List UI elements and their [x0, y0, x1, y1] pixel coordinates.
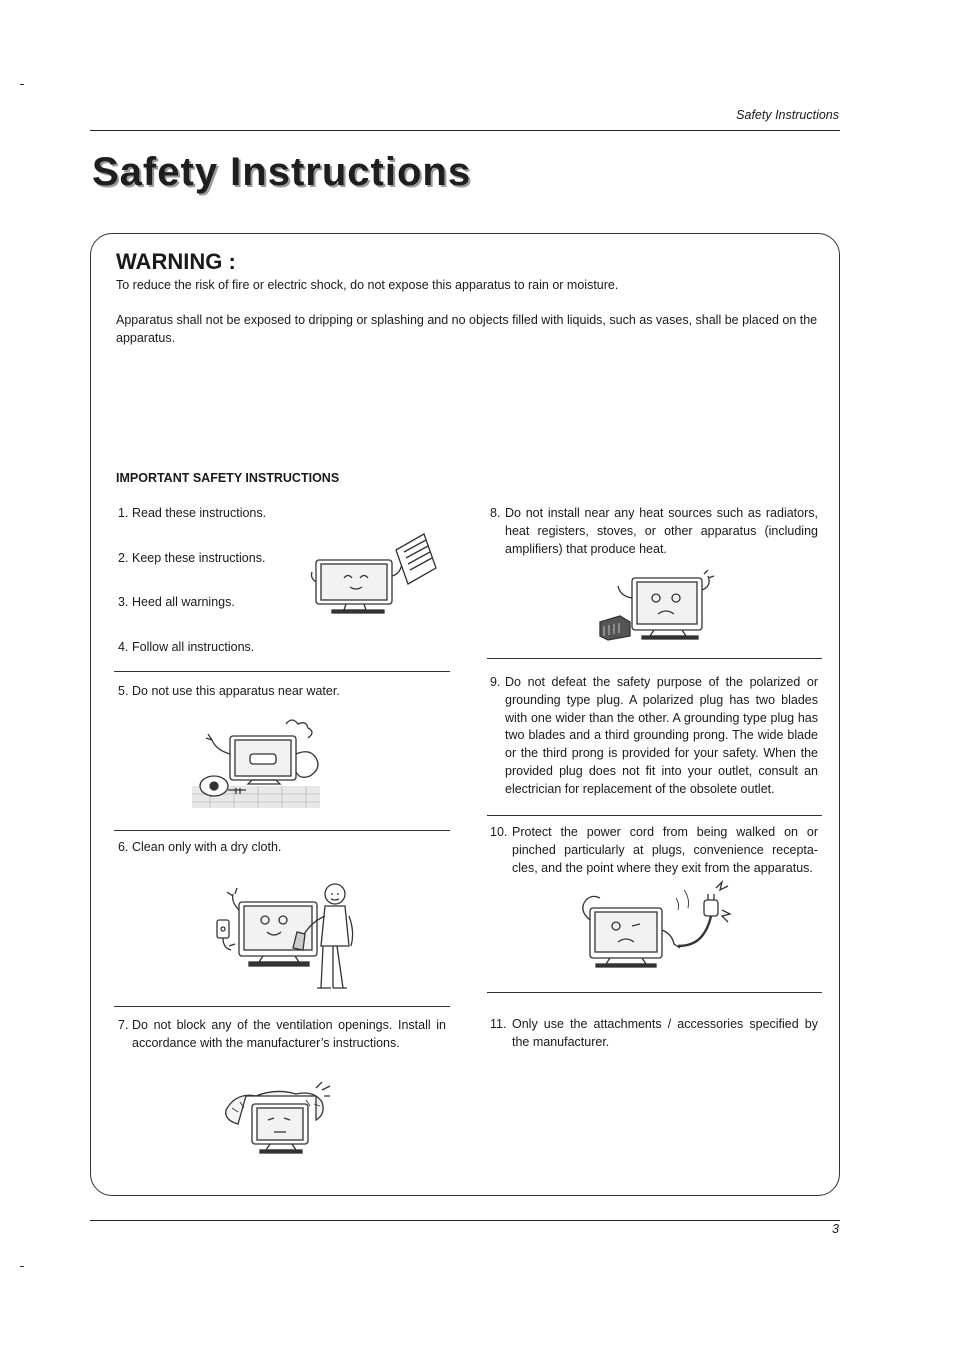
instruction-number: 7.: [118, 1018, 129, 1032]
instruction-text: Do not defeat the safety purpose of the polarized or grounding type plug. A polarized plug has two blades with one wider than the other. A grounding type plug has two blades and a third grounding prong. The wide blade or the third prong is provided for your safety. When the provided plug does not fit into your outlet, consult an electrician for replacement of the obsolete outlet.: [505, 675, 818, 796]
warning-paragraph-2: Apparatus shall not be exposed to dripping or splashing and no objects filled with liquids, such as vases, shall be placed on the apparatus.: [116, 313, 818, 345]
instruction-item-6: [118, 839, 448, 857]
warning-title: WARNING :: [116, 249, 236, 274]
instruction-text: Do not use this apparatus near water.: [132, 684, 340, 698]
tv-near-water-icon: [190, 714, 322, 810]
instruction-text: Do not block any of the ventilation openings. Install in accordance with the manufacturer’s instructions.: [132, 1018, 446, 1050]
page-number: 3: [832, 1222, 839, 1236]
instruction-item-4: [118, 639, 318, 657]
tv-heater-icon: [596, 570, 716, 642]
crop-mark-top: [20, 84, 24, 85]
instruction-item-1: [118, 505, 318, 523]
instruction-item-2: [118, 550, 318, 568]
tv-covered-vents-icon: [222, 1080, 334, 1156]
instruction-text: Protect the power cord from being walked on or pinched particularly at plugs, convenience recepta-cles, and the point where they exit from the apparatus.: [512, 825, 818, 875]
divider: [114, 1006, 450, 1007]
instruction-item-3: [118, 594, 318, 612]
footer-rule: [90, 1220, 840, 1221]
divider: [487, 658, 822, 659]
instruction-text: Do not install near any heat sources such as radiators, heat registers, stoves, or other apparatus (including amplifiers) that produce heat.: [505, 506, 818, 556]
instruction-item-8: [490, 505, 818, 558]
instruction-number: 8.: [490, 506, 501, 520]
instruction-number: 10.: [490, 825, 508, 839]
instruction-number: 9.: [490, 675, 501, 689]
page-title: Safety Instructions: [92, 150, 472, 194]
instruction-item-7: [118, 1017, 446, 1053]
tv-power-cord-icon: [576, 880, 734, 970]
divider: [487, 815, 822, 816]
instruction-item-11: [490, 1016, 818, 1052]
warning-paragraph-1: To reduce the risk of fire or electric shock, do not expose this apparatus to rain or moisture.: [116, 278, 619, 292]
instruction-number: 2.: [118, 551, 129, 565]
instruction-number: 6.: [118, 840, 129, 854]
instruction-text: Heed all warnings.: [132, 595, 235, 609]
instruction-text: Follow all instructions.: [132, 640, 255, 654]
divider: [487, 992, 822, 993]
instruction-number: 4.: [118, 640, 129, 654]
tv-cleaning-cloth-icon: [213, 880, 355, 996]
divider: [114, 830, 450, 831]
instruction-text: Only use the attachments / accessories specified by the manufacturer.: [512, 1017, 818, 1049]
instruction-number: 3.: [118, 595, 129, 609]
running-head: Safety Instructions: [736, 108, 839, 122]
header-rule: [90, 130, 840, 131]
crop-mark-bottom: [20, 1266, 24, 1267]
instruction-text: Clean only with a dry cloth.: [132, 840, 282, 854]
instruction-item-5: [118, 683, 448, 701]
instruction-item-9: [490, 674, 818, 799]
instruction-text: Read these instructions.: [132, 506, 267, 520]
tv-reading-manual-icon: [308, 530, 443, 618]
instruction-number: 5.: [118, 684, 129, 698]
instruction-item-10: [490, 824, 818, 877]
instruction-text: Keep these instructions.: [132, 551, 266, 565]
section-heading: IMPORTANT SAFETY INSTRUCTIONS: [116, 471, 340, 485]
instruction-number: 11.: [490, 1017, 507, 1031]
instruction-number: 1.: [118, 506, 129, 520]
divider: [114, 671, 450, 672]
